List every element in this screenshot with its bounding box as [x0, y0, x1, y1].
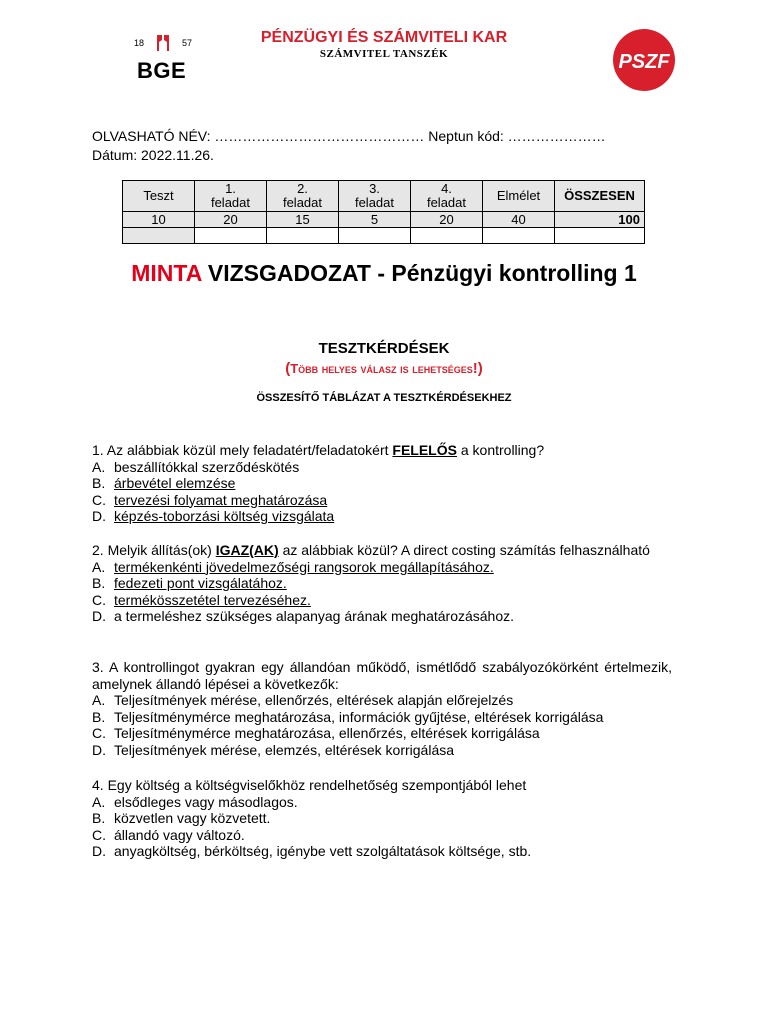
section-subtitle: (Több helyes válasz is lehetséges!): [285, 360, 483, 377]
answer-option-d[interactable]: D. Teljesítmények mérése, elemzés, eltérések korrigálása: [92, 741, 455, 758]
max-feladat-1: 20: [195, 212, 267, 228]
answer-option-d[interactable]: D. a termeléshez szükséges alapanyag árának meghatározásához.: [92, 608, 515, 624]
score-cell-feladat-1[interactable]: [195, 228, 267, 244]
faculty-name: PÉNZÜGYI ÉS SZÁMVITELI KAR: [260, 29, 508, 46]
title-rest: VIZSGADOZAT - Pénzügyi kontrolling 1: [201, 260, 637, 286]
header-feladat-3: 3. feladat: [339, 181, 411, 212]
header-teszt: Teszt: [123, 181, 195, 212]
answer-option-c[interactable]: C. tervezési folyamat meghatározása: [92, 491, 328, 508]
score-table-max-row: [123, 212, 645, 228]
question-stem: 1. Az alábbiak közül mely feladatért/feladatokért FELELŐS a kontrolling?: [92, 442, 545, 458]
answer-option-d[interactable]: D. anyagköltség, bérköltség, igénybe vett szolgáltatások költsége, stb.: [92, 843, 532, 859]
max-feladat-2: 15: [267, 212, 339, 228]
question-4: [92, 777, 672, 860]
answer-option-b[interactable]: B. Teljesítménymérce meghatározása, információk gyűjtése, eltérések korrigálása: [92, 708, 604, 725]
score-cell-feladat-2[interactable]: [267, 228, 339, 244]
question-1: [92, 442, 672, 525]
bge-year-end: 57: [181, 38, 192, 48]
bge-logo-text: BGE: [137, 58, 187, 83]
question-2: [92, 542, 672, 625]
answer-option-a[interactable]: A. elsődleges vagy másodlagos.: [92, 793, 298, 810]
department-name: SZÁMVITEL TANSZÉK: [319, 48, 449, 60]
score-cell-teszt[interactable]: [123, 228, 195, 244]
score-cell-feladat-3[interactable]: [339, 228, 411, 244]
question-stem: 2. Melyik állítás(ok) IGAZ(AK) az alábbiak közül? A direct costing számítás felhasználható: [92, 542, 650, 558]
answer-option-a[interactable]: A. termékenkénti jövedelmezőségi rangsorok megállapításához.: [92, 558, 494, 575]
score-cell-elmelet[interactable]: [483, 228, 555, 244]
score-table-header-row: [123, 181, 645, 212]
answer-option-b[interactable]: B. fedezeti pont vizsgálatához.: [92, 575, 287, 591]
question-stem: 3. A kontrollingot gyakran egy állandóan működő, ismétlődő szabályozókörként értelmezik, amelynek állandó lépései a következők:: [92, 659, 672, 692]
question-3: [92, 659, 672, 758]
score-cell-feladat-4[interactable]: [411, 228, 483, 244]
answer-option-b[interactable]: B. közvetlen vagy közvetett.: [92, 810, 271, 826]
score-table: [122, 180, 645, 244]
date-line: Dátum: 2022.11.26.: [92, 147, 214, 163]
question-stem: 4. Egy költség a költségviselőkhöz rendelhetőség szempontjából lehet: [92, 777, 527, 793]
header-feladat-4: 4. feladat: [411, 181, 483, 212]
answer-option-c[interactable]: C. Teljesítménymérce meghatározása, ellenőrzés, eltérések korrigálása: [92, 725, 540, 741]
header-elmelet: Elmélet: [483, 181, 555, 212]
summary-table-heading: ÖSSZESÍTŐ TÁBLÁZAT A TESZTKÉRDÉSEKHEZ: [256, 392, 512, 404]
max-teszt: 10: [123, 212, 195, 228]
name-neptun-line: OLVASHATÓ NÉV: ……………………………………… Neptun kód: …………………: [92, 128, 606, 144]
section-title: TESZTKÉRDÉSEK: [318, 340, 450, 357]
max-feladat-4: 20: [411, 212, 483, 228]
bge-year-start: 18: [134, 38, 145, 48]
page-title: [0, 260, 768, 287]
answer-option-a[interactable]: A. Teljesítmények mérése, ellenőrzés, eltérések alapján előrejelzés: [92, 692, 514, 708]
score-table-entry-row: [123, 228, 645, 244]
answer-option-c[interactable]: C. termékösszetétel tervezéséhez.: [92, 591, 311, 608]
pszf-logo-text: PSZF: [618, 51, 670, 73]
answer-option-b[interactable]: B. árbevétel elemzése: [92, 475, 236, 491]
answer-option-c[interactable]: C. állandó vagy változó.: [92, 826, 245, 843]
max-feladat-3: 5: [339, 212, 411, 228]
header-feladat-2: 2. feladat: [267, 181, 339, 212]
title-minta: MINTA: [131, 260, 202, 286]
header-osszesen: ÖSSZESEN: [555, 181, 645, 212]
max-osszesen: 100: [555, 212, 645, 228]
answer-option-a[interactable]: A. beszállítókkal szerződéskötés: [92, 458, 300, 475]
max-elmelet: 40: [483, 212, 555, 228]
header-feladat-1: 1. feladat: [195, 181, 267, 212]
pszf-logo-icon: [612, 28, 676, 92]
score-cell-osszesen[interactable]: [555, 228, 645, 244]
answer-option-d[interactable]: D. képzés-toborzási költség vizsgálata: [92, 508, 335, 524]
